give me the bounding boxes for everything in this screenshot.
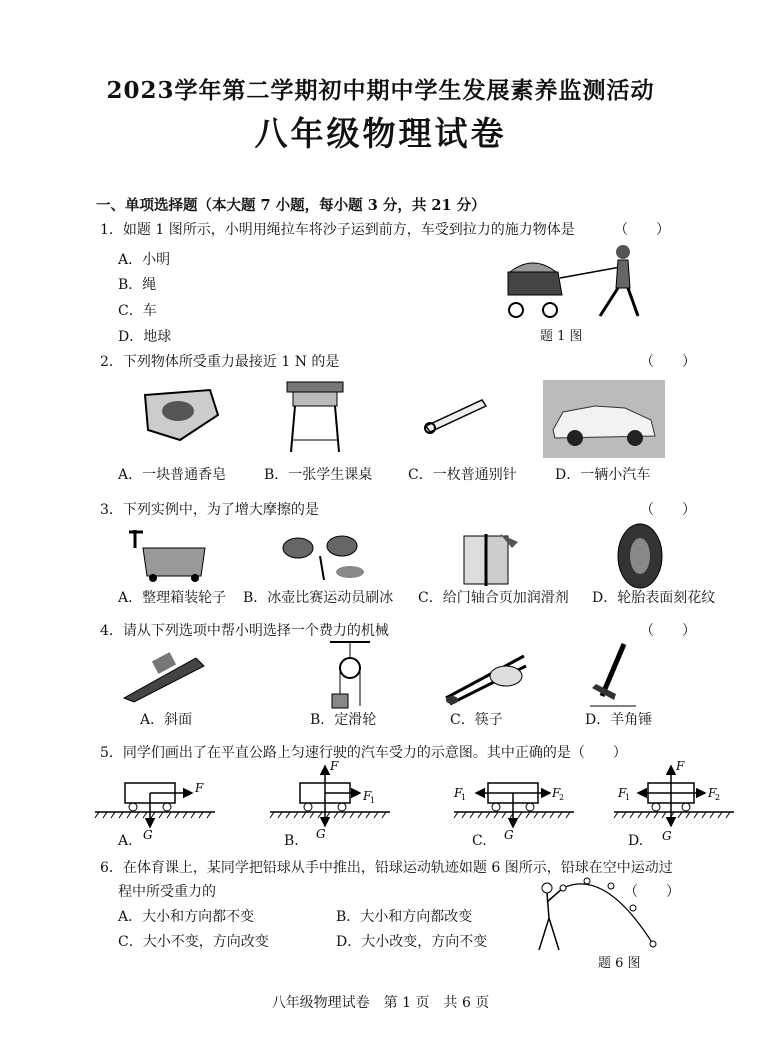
incline-image [120, 648, 210, 703]
q4-option-a: A．斜面 [140, 712, 193, 728]
q1-cart-figure [498, 240, 648, 325]
q2-option-b: B．一张学生课桌 [264, 467, 373, 483]
q6-answer-paren: （ ） [624, 884, 680, 900]
q4-option-c: C．筷子 [450, 712, 503, 728]
force-d-f1-label: F [618, 786, 627, 800]
suitcase-image [125, 528, 210, 583]
shotput-trajectory-figure [535, 878, 665, 958]
q3-answer-paren: （ ） [640, 502, 696, 518]
q6-option-a: A．大小和方向都不变 [118, 909, 255, 925]
force-b-f1-label: F [363, 789, 372, 803]
q4-answer-paren: （ ） [640, 623, 696, 639]
q1-option-a: A．小明 [118, 252, 171, 268]
car-image [543, 380, 665, 458]
q1-figure-caption: 题 1 图 [540, 329, 583, 344]
section-heading: 一、单项选择题（本大题 7 小题，每小题 3 分，共 21 分） [96, 197, 486, 214]
exam-title-line1: 2023学年第二学期初中期中学生发展素养监测活动 [106, 77, 655, 104]
q6-stem-line2: 程中所受重力的 [118, 884, 216, 900]
q5-option-c: C. [472, 833, 487, 849]
q3-option-c: C．给门轴合页加润滑剂 [418, 590, 569, 606]
force-c-f1-label: F [454, 786, 463, 800]
page-footer: 八年级物理试卷 第 1 页 共 6 页 [271, 995, 490, 1011]
q4-option-d: D．羊角锤 [585, 712, 653, 728]
q2-option-a: A．一块普通香皂 [118, 467, 227, 483]
force-diagram-a [95, 765, 225, 850]
q1-option-c: C．车 [118, 303, 157, 319]
q6-option-c: C．大小不变，方向改变 [118, 934, 269, 950]
q2-option-c: C．一枚普通别针 [408, 467, 517, 483]
force-d-g-label: G [662, 829, 672, 843]
force-b-g-label: G [316, 827, 326, 841]
q2-answer-paren: （ ） [640, 354, 696, 370]
hinge-image [460, 532, 520, 587]
tire-image [615, 522, 665, 590]
force-d-f1-sub: 1 [625, 793, 631, 802]
exam-title-line2: 八年级物理试卷 [254, 114, 507, 153]
q5-option-d: D. [628, 833, 644, 849]
curling-image [280, 530, 370, 582]
pulley-image [320, 640, 380, 710]
q5-option-b: B. [284, 833, 299, 849]
q3-option-b: B．冰壶比赛运动员刷冰 [243, 590, 394, 606]
force-diagram-c [448, 765, 588, 850]
force-c-f2-label: F [552, 786, 561, 800]
q6-option-b: B．大小和方向都改变 [336, 909, 473, 925]
desk-image [285, 380, 345, 455]
force-a-g-label: G [143, 828, 153, 842]
force-b-f1-sub: 1 [370, 796, 376, 805]
q6-option-d: D．大小改变，方向不变 [336, 934, 488, 950]
q3-option-a: A．整理箱装轮子 [118, 590, 227, 606]
force-b-f-label: F [330, 759, 339, 773]
q1-option-b: B．绳 [118, 277, 157, 293]
q5-stem: 5．同学们画出了在平直公路上匀速行驶的汽车受力的示意图。其中正确的是（ ） [100, 745, 627, 761]
chopsticks-image [440, 650, 530, 706]
force-d-f2-label: F [708, 786, 717, 800]
force-c-f2-sub: 2 [559, 793, 565, 802]
q1-option-d: D．地球 [118, 329, 172, 345]
pin-image [420, 392, 490, 437]
q4-stem: 4．请从下列选项中帮小明选择一个费力的机械 [100, 623, 389, 639]
force-c-f1-sub: 1 [461, 793, 467, 802]
hammer-image [588, 640, 638, 710]
q1-answer-paren: （ ） [614, 222, 670, 238]
q2-stem: 2．下列物体所受重力最接近 1 N 的是 [100, 354, 340, 370]
soap-image [140, 385, 220, 445]
q2-option-d: D．一辆小汽车 [555, 467, 651, 483]
q4-option-b: B．定滑轮 [310, 712, 377, 728]
force-a-f-label: F [195, 781, 204, 795]
q6-stem-line1: 6．在体育课上，某同学把铅球从手中推出，铅球运动轨迹如题 6 图所示，铅球在空中运动过 [100, 860, 673, 876]
q3-option-d: D．轮胎表面刻花纹 [592, 590, 716, 606]
force-c-g-label: G [504, 828, 514, 842]
force-d-f2-sub: 2 [715, 793, 721, 802]
q1-stem: 1．如题 1 图所示，小明用绳拉车将沙子运到前方，车受到拉力的施力物体是 [100, 222, 575, 238]
q3-stem: 3．下列实例中，为了增大摩擦的是 [100, 502, 319, 518]
q5-option-a: A. [118, 833, 133, 849]
q6-figure-caption: 题 6 图 [598, 956, 641, 971]
force-d-f-label: F [676, 759, 685, 773]
